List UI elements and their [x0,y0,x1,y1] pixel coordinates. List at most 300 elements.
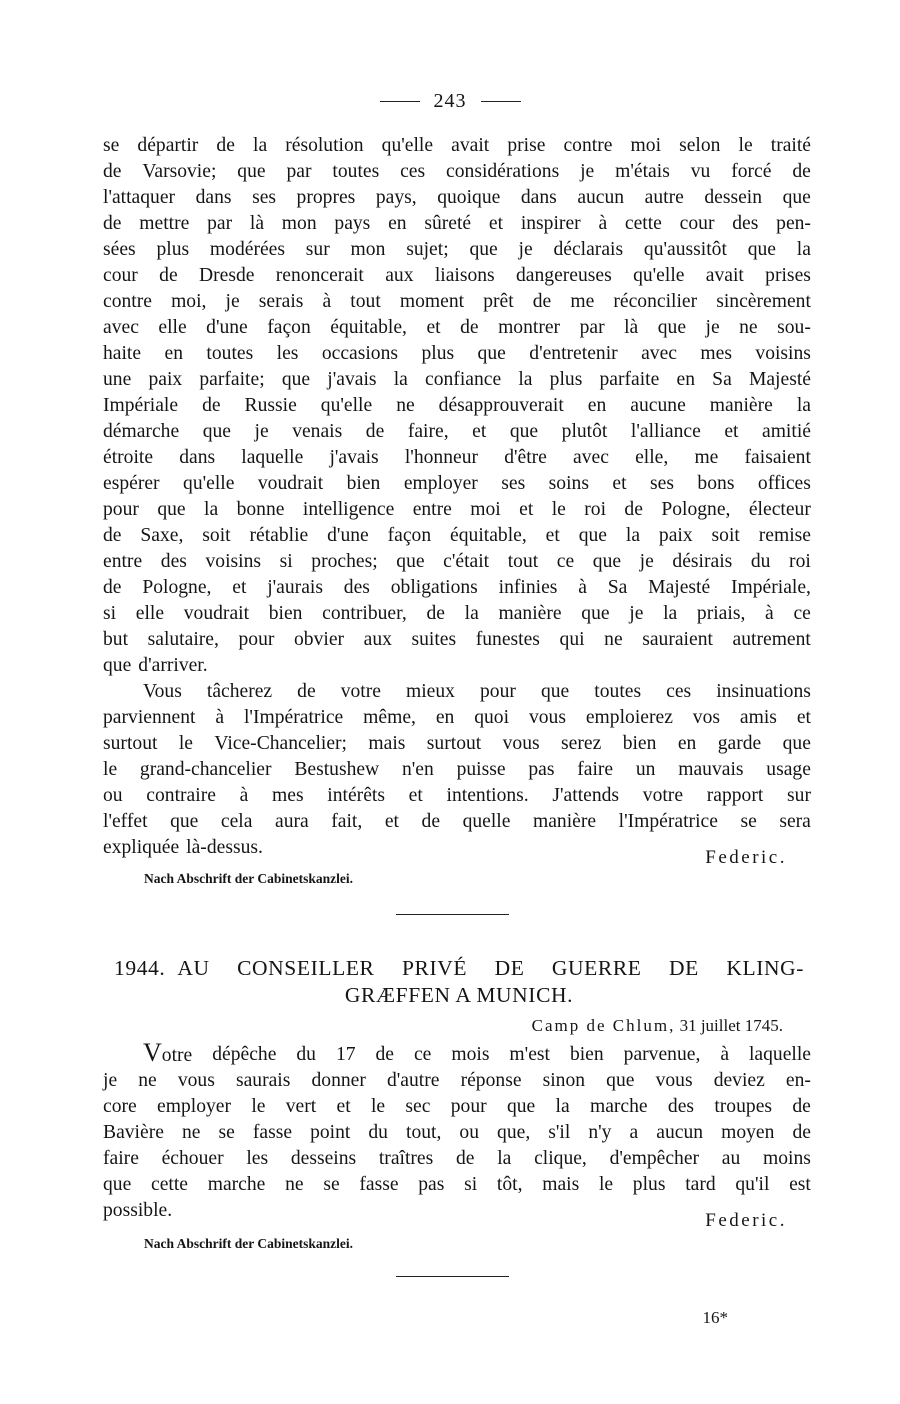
word: salutaire, [147,629,219,650]
word: mon [350,239,386,260]
word: haite [103,343,142,364]
word: moi, [171,291,207,312]
word: se [103,135,120,156]
word: avait [451,135,490,156]
word: moyen [721,1122,775,1143]
word: que [103,655,132,676]
word: amis [739,707,777,728]
word: du [296,1044,316,1065]
word: ne [138,1070,157,1091]
word: sûreté [424,213,472,234]
text-line [103,1068,811,1094]
word: manière [709,395,773,416]
letter1-source-note: Nach Abschrift der Cabinetskanzlei. [144,871,354,886]
word: suites [411,629,457,650]
word: de [202,395,221,416]
word: contraire [146,785,216,806]
word: tâcherez [206,681,273,702]
word: de [460,317,479,338]
text-line [103,549,811,575]
word: marche [589,1096,648,1117]
word: fait, [331,811,363,832]
text-line [103,289,811,315]
heading-line-2 [114,982,804,1009]
word: bonne [236,499,285,520]
word: ne [285,1174,304,1195]
word: quoique [437,187,501,208]
word: l'Impératrice [243,707,344,728]
word: le [103,759,118,780]
word: roi [584,499,607,520]
word: rapport [706,785,764,806]
word: de [792,1122,811,1143]
word: but [103,629,129,650]
word: la [625,525,641,546]
word: cette [624,213,662,234]
word: intérêts [327,785,385,806]
word: liaisons [434,265,495,286]
word: aux [385,265,414,286]
word: remise [758,525,811,546]
word: cour [103,265,138,286]
word: le [251,1096,266,1117]
word: laquelle [241,447,304,468]
word: et [472,421,487,442]
word: en [677,733,697,754]
word: se [740,811,757,832]
word: d'une [206,317,248,338]
letter2-heading [114,955,804,1009]
word: cour [679,213,715,234]
word: à [215,707,225,728]
page-number: 243 [433,89,467,112]
word: expliquée [103,837,180,858]
word: et [384,811,399,832]
letter2-source-note: Nach Abschrift der Cabinetskanzlei. [144,1236,354,1251]
word: ces [400,161,426,182]
word: électeur [748,499,811,520]
word: avait [705,265,744,286]
word: d'arriver. [138,655,208,676]
word: ou [459,1122,480,1143]
word: à [720,1044,730,1065]
word: deviez [713,1070,765,1091]
word: soit [202,525,231,546]
word: à [322,291,332,312]
word: en [676,369,695,390]
letter1-paragraph2 [103,679,811,861]
word: elle [135,603,165,624]
word: rétablie [249,525,309,546]
word: et [612,473,627,494]
text-line [103,627,811,653]
word: plus [156,239,190,260]
word: que [281,369,311,390]
text-line [103,471,811,497]
word: sujet; [406,239,449,260]
text-line [103,445,811,471]
word: sera [779,811,811,832]
word: échouer [161,1148,224,1169]
heading-line-1 [114,955,804,982]
word: les [276,343,299,364]
word: n'en [401,759,434,780]
word: que [396,551,425,572]
word: et [724,421,739,442]
word: a [629,1122,639,1143]
word: renoncerait [275,265,364,286]
text-line [103,1094,811,1120]
word: vous [655,1070,693,1091]
word: contribuer, [322,603,407,624]
word: priais, [696,603,746,624]
word: et [796,707,811,728]
word: des [732,213,759,234]
word: m'est [509,1044,550,1065]
word: même, [363,707,416,728]
word: mieux [405,681,455,702]
word: tout [507,551,539,572]
word: Impériale, [730,577,811,598]
word: vu [690,161,711,182]
heading-word: PRIVÉ [401,956,468,980]
word: pays, [375,187,417,208]
word: la [393,369,408,390]
text-line [103,315,811,341]
word: l'honneur [404,447,479,468]
word: mes [272,785,304,806]
word: Bavière [103,1122,164,1143]
word: à [239,785,249,806]
word: ses [252,187,277,208]
word: Vice-Chancelier; [214,733,347,754]
word: d'entretenir [529,343,618,364]
word: emploierez [585,707,673,728]
word: votre [642,785,684,806]
word: vert [285,1096,317,1117]
text-line [103,731,811,757]
word: ne [396,395,415,416]
word: puisse [456,759,506,780]
word: plus [549,369,583,390]
word: laquelle [748,1044,811,1065]
dateline-place: Camp de Chlum, [531,1016,676,1035]
text-line [103,679,811,705]
word: la [796,239,811,260]
word: par [207,213,233,234]
word: en [587,395,607,416]
word: espérer [103,473,160,494]
word: que [747,239,776,260]
word: proches; [311,551,378,572]
word: venais [292,421,343,442]
word: Votre [143,1038,193,1067]
word: voisins [205,551,262,572]
text-line [103,601,811,627]
word: à [598,213,608,234]
word: avec [641,343,677,364]
word: le [178,733,193,754]
word: de [103,577,122,598]
word: qu'elle [183,473,235,494]
word: qu'elle [381,135,434,156]
text-line [103,1146,811,1172]
text-line [103,211,811,237]
word: Russie [244,395,297,416]
word: dans [195,187,232,208]
word: de [297,681,316,702]
text-line [103,1120,811,1146]
word: sou- [777,317,811,338]
word: contre [563,135,613,156]
word: contre [103,291,152,312]
word: de [426,603,445,624]
text-line [103,133,811,159]
heading-title-line2: GRÆFFEN A MUNICH. [344,983,574,1007]
word: à [578,577,587,598]
word: je [705,317,720,338]
word: infinies [498,577,558,598]
word: mes [700,343,732,364]
letter2-signature: Federic. [705,1210,787,1231]
word: réponse [460,1070,522,1091]
word: de [421,811,441,832]
word: vous [502,733,540,754]
word: plutôt [561,421,608,442]
word: et [426,317,441,338]
word: prises [765,265,811,286]
word: qu'aussitôt [643,239,727,260]
word: des [667,1096,695,1117]
word: soins [548,473,589,494]
word: prise [507,135,546,156]
word: c'était [443,551,490,572]
word: me [570,291,595,312]
word: moi [630,135,662,156]
heading-word: KLING- [726,956,804,980]
word: s'il [548,1122,571,1143]
word: pour [480,681,516,702]
word: sauraient [642,629,713,650]
word: résolution [285,135,364,156]
text-line [103,1038,811,1068]
text-line [103,523,811,549]
word: intentions. [446,785,529,806]
word: cette [151,1174,188,1195]
word: que [657,317,687,338]
word: toutes [594,681,642,702]
word: que [477,343,506,364]
text-line [103,263,811,289]
word: parviennent [103,707,196,728]
word: plus [632,1174,666,1195]
word: saurais [235,1070,291,1091]
word: d'être [504,447,547,468]
word: autrement [732,629,811,650]
word: donner [311,1070,366,1091]
page-header [0,86,900,116]
word: aucun [656,1122,704,1143]
word: surtout [426,733,482,754]
word: grand-chancelier [139,759,272,780]
word: pour [450,1096,487,1117]
word: en [164,343,183,364]
word: de [624,499,643,520]
word: m'étais [615,161,670,182]
word: fasse [359,1174,399,1195]
word: je [639,551,654,572]
word: serez [561,733,602,754]
word: quelle [462,811,511,832]
word: Bestushew [294,759,380,780]
word: vos [692,707,721,728]
word: Pologne, [142,577,212,598]
word: Pologne, [661,499,731,520]
word: la [796,395,811,416]
word: point [310,1122,351,1143]
word: inspirer [520,213,581,234]
word: Saxe, [140,525,184,546]
word: paix [148,369,183,390]
word: si [464,1174,478,1195]
word: d'une [327,525,369,546]
word: et [336,1096,351,1117]
word: sinon [542,1070,586,1091]
word: désirais [672,551,733,572]
word: sur [305,239,330,260]
word: équitable, [450,525,527,546]
word: aura [275,811,309,832]
word: cela [220,811,253,832]
word: par [579,317,605,338]
word: l'alliance [630,421,701,442]
heading-word: DE [668,956,699,980]
word: montrer [498,317,561,338]
word: le [598,1174,614,1195]
word: du [368,1122,388,1143]
word: mauvais [678,759,744,780]
word: bien [346,473,381,494]
letter1-paragraph1 [103,133,811,679]
word: funestes [475,629,540,650]
word: plus [421,343,455,364]
word: mois [451,1044,490,1065]
word: pas [528,759,555,780]
word: vous [528,707,566,728]
word: je [225,291,240,312]
word: départir [137,135,199,156]
word: je [254,421,269,442]
word: ces [666,681,692,702]
word: la [518,369,533,390]
text-line [103,367,811,393]
word: pays [334,213,371,234]
word: là [249,213,265,234]
word: de [159,265,178,286]
word: en [388,213,407,234]
word: façon [387,525,432,546]
word: obligations [390,577,478,598]
word: de [216,135,235,156]
word: J'attends [552,785,620,806]
word: soit [711,525,740,546]
word: Majesté [648,577,711,598]
word: faire, [407,421,449,442]
word: que [782,733,811,754]
word: que [581,603,610,624]
text-line [103,497,811,523]
word: ne [739,317,758,338]
word: de [103,525,122,546]
word: possible. [103,1200,173,1221]
word: que [469,239,498,260]
word: ne [181,1122,201,1143]
word: moi [470,499,501,520]
word: bons [697,473,735,494]
word: qu'elle [320,395,373,416]
word: réconcilier [613,291,698,312]
word: employer [157,1096,232,1117]
word: Impériale [103,395,179,416]
word: voudrait [183,603,250,624]
word: démarche [103,421,180,442]
word: tard [685,1174,716,1195]
word: un [635,759,656,780]
word: de [103,161,122,182]
word: que [592,551,622,572]
word: employer [403,473,478,494]
word: je [103,1070,118,1091]
word: 17 [335,1044,356,1065]
word: que [237,161,266,182]
word: Sa [607,577,628,598]
word: de [365,421,385,442]
word: forcé [731,161,772,182]
word: prêt [483,291,514,312]
dateline [532,1016,783,1036]
word: manière [498,603,562,624]
word: moment [399,291,465,312]
word: Majesté [748,369,811,390]
word: tout, [406,1122,442,1143]
word: le [738,135,753,156]
text-line [103,705,811,731]
word: clique, [534,1148,587,1169]
word: traité [770,135,811,156]
word: de [455,1148,475,1169]
word: étroite [103,447,154,468]
heading-word: AU [177,956,210,980]
text-line [103,809,811,835]
word: désapprouverait [438,395,564,416]
word: l'attaquer [103,187,176,208]
word: offices [757,473,811,494]
word: la [204,499,219,520]
word: que [578,525,607,546]
word: et [232,577,247,598]
word: que [606,1070,635,1091]
word: que [170,811,199,832]
word: modérées [209,239,285,260]
word: dessein [704,187,763,208]
word: je [518,239,533,260]
text-line [103,783,811,809]
word: pas [418,1174,445,1195]
word: faisaient [744,447,811,468]
text-line [103,575,811,601]
word: sec [405,1096,431,1117]
word: me [694,447,719,468]
